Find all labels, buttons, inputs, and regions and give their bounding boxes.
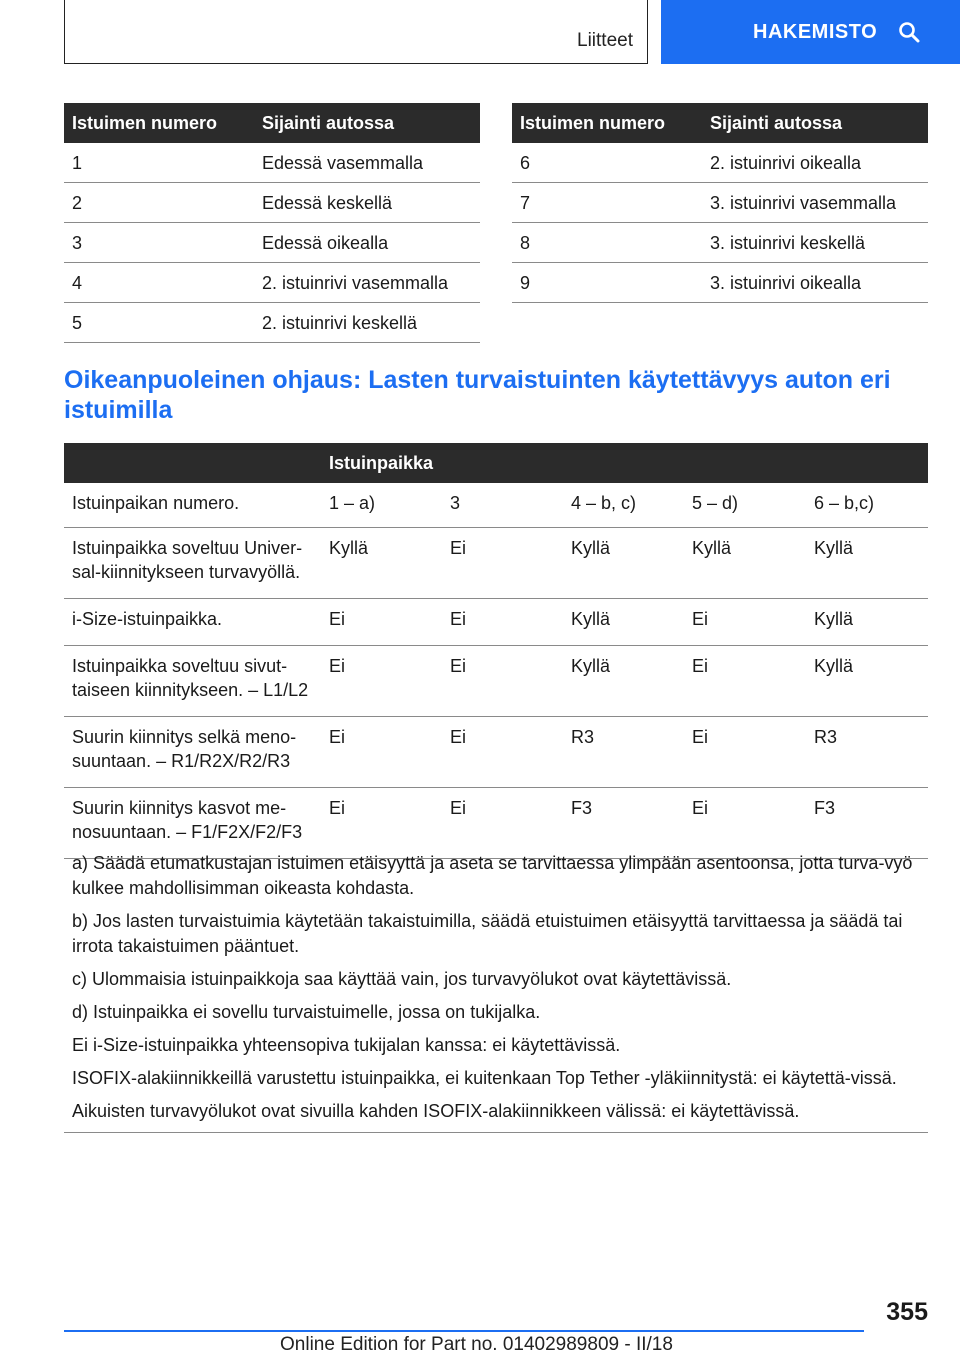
cell-value: Kyllä <box>684 528 806 599</box>
section-heading: Oikeanpuoleinen ohjaus: Lasten turvaistuinten käytettävyys auton eri istuimilla <box>64 366 891 424</box>
search-icon <box>897 20 921 44</box>
column-header: Istuimen numero <box>512 103 702 143</box>
row-label: Istuinpaikka soveltuu sivut-taiseen kiinnitykseen. – L1/L2 <box>64 646 321 717</box>
seat-location: Edessä vasemmalla <box>254 143 480 183</box>
cell-value: Kyllä <box>321 528 442 599</box>
table-row <box>64 599 928 646</box>
table-row <box>64 788 928 859</box>
cell-value: R3 <box>806 717 928 788</box>
table-row <box>64 183 480 223</box>
table-row <box>512 143 928 183</box>
cell-value: Kyllä <box>806 528 928 599</box>
table-row <box>512 223 928 263</box>
page-number: 355 <box>886 1298 928 1326</box>
header-section-box <box>64 0 648 64</box>
cell-value: Ei <box>684 599 806 646</box>
footnote: d) Istuinpaikka ei sovellu turvaistuimelle, jossa on tukijalka. <box>72 1002 541 1022</box>
footnotes <box>64 851 928 1133</box>
table-header-row <box>64 443 928 483</box>
cell-value: Ei <box>684 717 806 788</box>
seat-number: 4 <box>64 263 254 303</box>
cell-value: Ei <box>321 646 442 717</box>
table-row <box>64 717 928 788</box>
cell-value: Ei <box>442 717 563 788</box>
seat-table-right <box>512 103 928 303</box>
table-row <box>64 646 928 717</box>
cell-value: 5 – d) <box>684 483 806 528</box>
seat-number: 8 <box>512 223 702 263</box>
cell-value: Ei <box>442 788 563 859</box>
column-header: Sijainti autossa <box>702 103 928 143</box>
table-header-row <box>64 103 480 143</box>
group-header: Istuinpaikka <box>321 443 928 483</box>
cell-value: Ei <box>321 599 442 646</box>
seat-number: 6 <box>512 143 702 183</box>
table-header-row <box>512 103 928 143</box>
cell-value: Ei <box>442 599 563 646</box>
seat-number: 3 <box>64 223 254 263</box>
cell-value: Kyllä <box>563 599 684 646</box>
row-label: Istuinpaikan numero. <box>64 483 321 528</box>
table-row <box>64 263 480 303</box>
footnote: c) Ulommaisia istuinpaikkoja saa käyttää vain, jos turvavyölukot ovat käytettävissä. <box>72 969 732 989</box>
seat-location: 2. istuinrivi oikealla <box>702 143 928 183</box>
seat-number: 7 <box>512 183 702 223</box>
seat-number: 5 <box>64 303 254 343</box>
cell-value: F3 <box>806 788 928 859</box>
cell-value: 4 – b, c) <box>563 483 684 528</box>
seat-location: 2. istuinrivi vasemmalla <box>254 263 480 303</box>
footer-divider <box>64 1330 864 1332</box>
footnote: a) Säädä etumatkustajan istuimen etäisyyttä ja aseta se tarvittaessa ylimpään asentoonsa, jotta turva-vyö kulkee mahdollisimman oikeasta kohdasta. <box>72 853 913 898</box>
cell-value: Ei <box>684 788 806 859</box>
table-row <box>64 223 480 263</box>
footnote: b) Jos lasten turvaistuimia käytetään takaistuimilla, säädä etuistuimen etäisyyttä tarvittaessa ja säädä tai irrota takaistuimen pääntuet. <box>72 911 903 956</box>
cell-value: R3 <box>563 717 684 788</box>
table-row <box>512 263 928 303</box>
cell-value: Kyllä <box>806 646 928 717</box>
seat-table-left <box>64 103 480 343</box>
header-blank-cell <box>64 443 321 483</box>
cell-value: Ei <box>442 528 563 599</box>
seat-location: 3. istuinrivi vasemmalla <box>702 183 928 223</box>
cell-value: Ei <box>442 646 563 717</box>
index-button[interactable] <box>661 0 960 64</box>
cell-value: 1 – a) <box>321 483 442 528</box>
row-label: Istuinpaikka soveltuu Univer-sal-kiinnitykseen turvavyöllä. <box>64 528 321 599</box>
seat-location: 2. istuinrivi keskellä <box>254 303 480 343</box>
row-label: Suurin kiinnitys selkä meno-suuntaan. – R1/R2X/R2/R3 <box>64 717 321 788</box>
seat-location: 3. istuinrivi oikealla <box>702 263 928 303</box>
cell-value: 3 <box>442 483 563 528</box>
table-row <box>64 303 480 343</box>
seat-location: 3. istuinrivi keskellä <box>702 223 928 263</box>
table-row <box>64 483 928 528</box>
column-header: Sijainti autossa <box>254 103 480 143</box>
seat-number: 2 <box>64 183 254 223</box>
cell-value: F3 <box>563 788 684 859</box>
seat-location: Edessä oikealla <box>254 223 480 263</box>
footnote: Aikuisten turvavyölukot ovat sivuilla kahden ISOFIX-alakiinnikkeen välissä: ei käytettävissä. <box>72 1101 800 1121</box>
seat-number: 1 <box>64 143 254 183</box>
cell-value: Kyllä <box>563 528 684 599</box>
row-label: Suurin kiinnitys kasvot me-nosuuntaan. – F1/F2X/F2/F3 <box>64 788 321 859</box>
table-row <box>512 183 928 223</box>
seat-suitability-table <box>64 443 928 859</box>
column-header: Istuimen numero <box>64 103 254 143</box>
footnote: Ei i-Size-istuinpaikka yhteensopiva tukijalan kanssa: ei käytettävissä. <box>72 1035 621 1055</box>
table-row <box>64 528 928 599</box>
cell-value: Kyllä <box>563 646 684 717</box>
edition-text: Online Edition for Part no. 01402989809 - II/18 <box>280 1334 673 1355</box>
index-button-label: HAKEMISTO <box>753 20 878 43</box>
seat-number: 9 <box>512 263 702 303</box>
cell-value: Kyllä <box>806 599 928 646</box>
row-label: i-Size-istuinpaikka. <box>64 599 321 646</box>
footnote: ISOFIX-alakiinnikkeillä varustettu istuinpaikka, ei kuitenkaan Top Tether -yläkiinnitystä: ei käytettä-vissä. <box>72 1068 897 1088</box>
cell-value: Ei <box>684 646 806 717</box>
section-title: Liitteet <box>577 30 633 51</box>
cell-value: 6 – b,c) <box>806 483 928 528</box>
table-row <box>64 143 480 183</box>
cell-value: Ei <box>321 717 442 788</box>
cell-value: Ei <box>321 788 442 859</box>
seat-location: Edessä keskellä <box>254 183 480 223</box>
